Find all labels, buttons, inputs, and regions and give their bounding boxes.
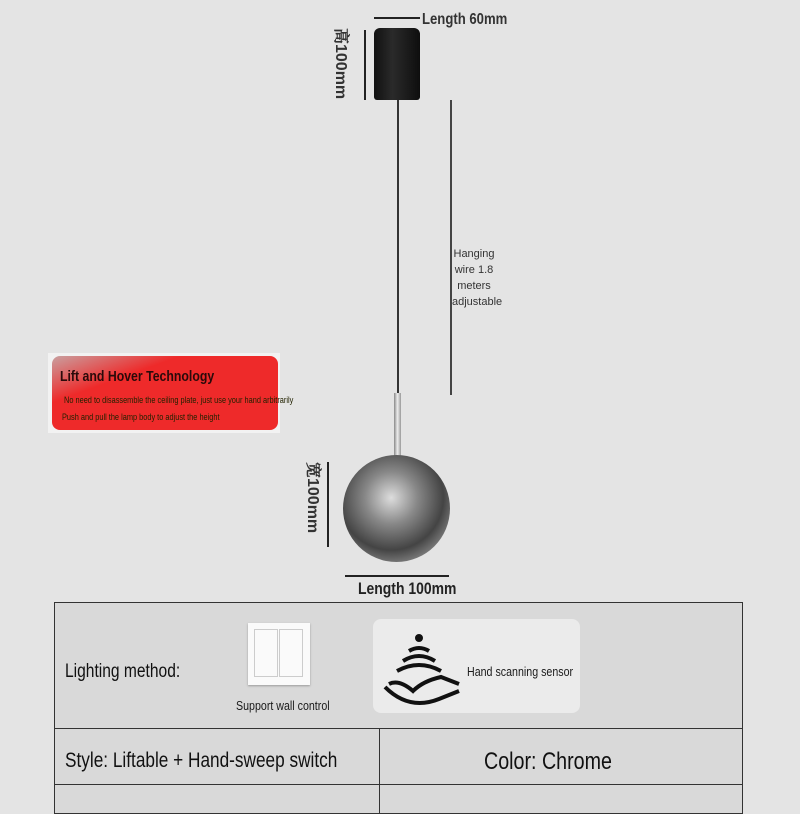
- chrome-ball-lamp: [343, 455, 450, 562]
- lift-hover-feature-box: [48, 353, 294, 433]
- wall-control-label: Support wall control: [236, 698, 330, 713]
- feature-line-1: No need to disassemble the ceiling plate, just use your hand arbitrarily: [64, 395, 294, 405]
- color-cell: [379, 728, 743, 786]
- bottom-cell-right: [379, 784, 743, 814]
- lighting-method-label: Lighting method:: [65, 661, 181, 682]
- wire-line-4: adjustable: [452, 296, 503, 308]
- color-label: Color: Chrome: [484, 748, 612, 775]
- bottom-cell-left: [54, 784, 381, 814]
- sensor-label: Hand scanning sensor: [467, 664, 574, 679]
- ball-length-line: [345, 575, 449, 577]
- wire-line-3: meters: [457, 280, 491, 292]
- hand-sensor-icon: [379, 629, 469, 709]
- ball-width-label: 宽100mm: [304, 462, 321, 534]
- canopy-height-line: [364, 30, 366, 100]
- feature-line-2: Push and pull the lamp body to adjust the height: [62, 412, 220, 422]
- style-label: Style: Liftable + Hand-sweep switch: [65, 749, 338, 772]
- ceiling-canopy: [374, 28, 420, 100]
- lamp-stem: [394, 393, 401, 458]
- wire-line-2: wire 1.8: [454, 264, 494, 276]
- hanging-wire: [397, 100, 399, 395]
- feature-title: Lift and Hover Technology: [60, 368, 215, 385]
- ball-height-line: [327, 462, 329, 547]
- sensor-panel: [373, 619, 580, 713]
- style-cell: [54, 728, 381, 786]
- canopy-height-label: 高100mm: [332, 28, 349, 100]
- wall-switch-icon: [248, 623, 310, 685]
- wire-line-1: Hanging: [453, 248, 495, 260]
- canopy-width-line: [374, 17, 420, 19]
- ball-length-label: Length 100mm: [358, 579, 457, 598]
- canopy-length-label: Length 60mm: [422, 11, 508, 28]
- lighting-method-row: [54, 602, 743, 730]
- wire-length-label: [452, 246, 503, 310]
